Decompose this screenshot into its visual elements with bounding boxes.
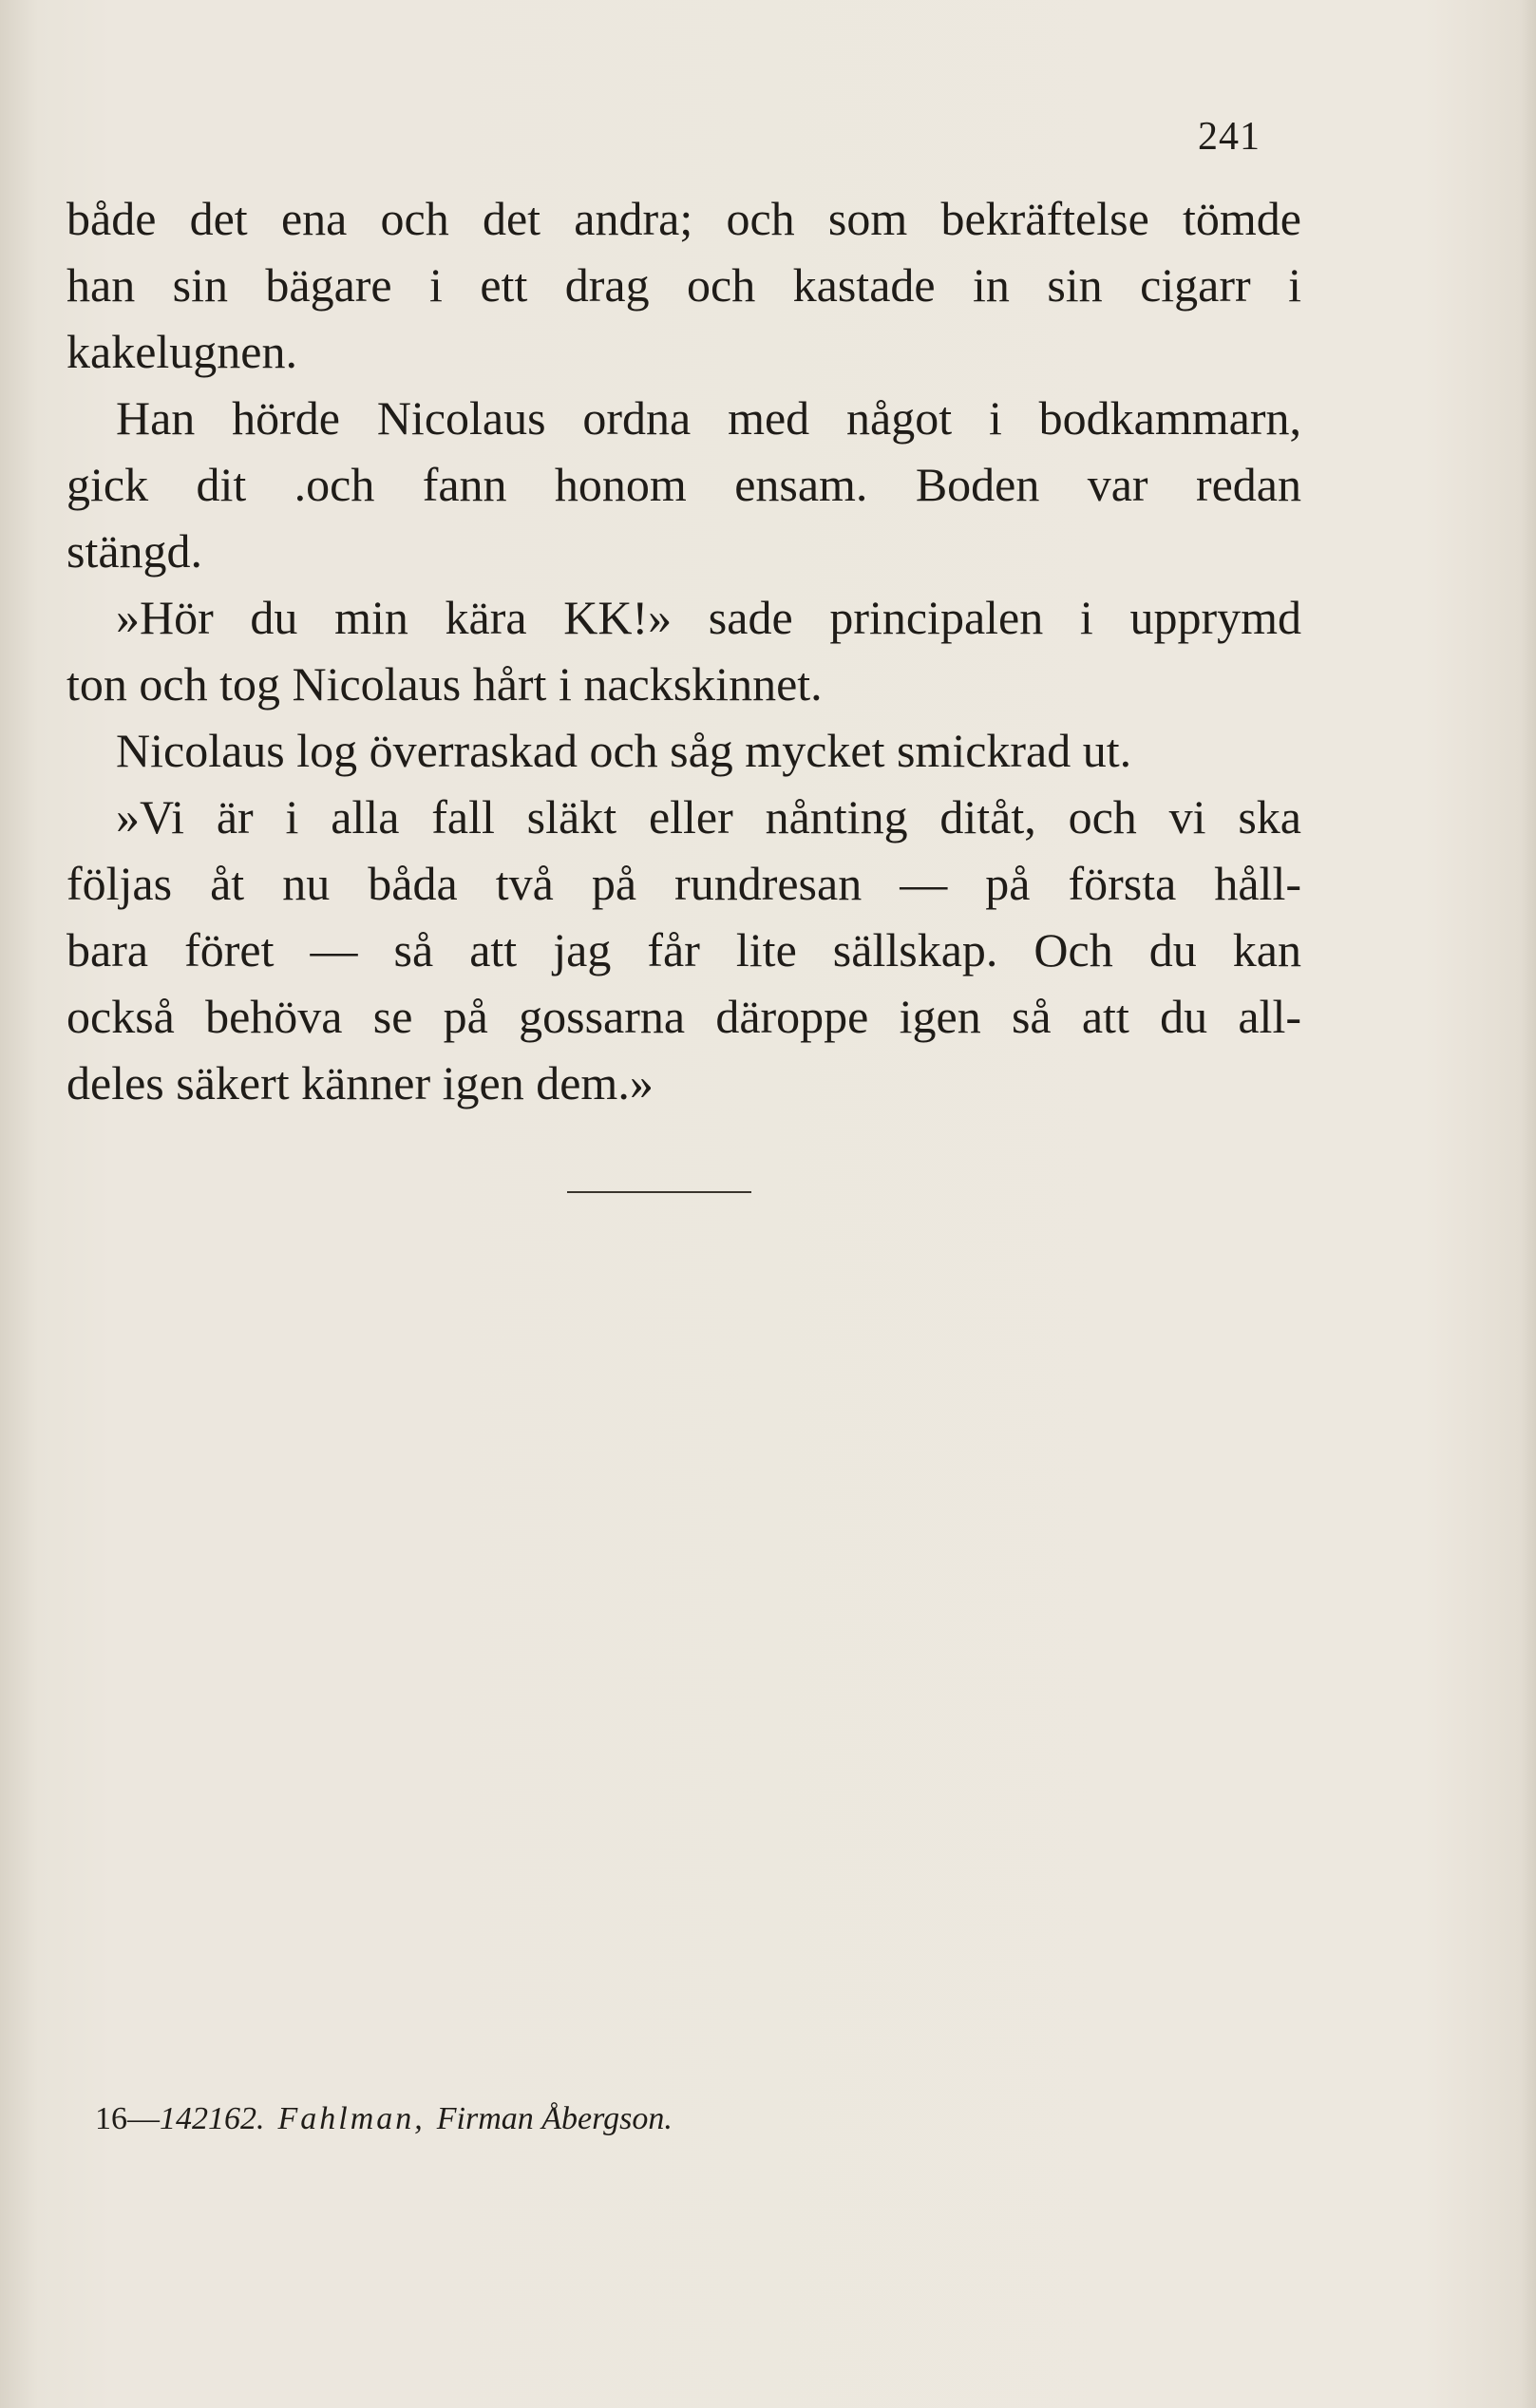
body-text: [66, 185, 1301, 1116]
printer-signature: [95, 2101, 673, 2137]
text-line: deles säkert känner igen dem.»: [66, 1056, 654, 1109]
text-line: Han hörde Nicolaus ordna med något i bodkammarn,: [116, 391, 1301, 445]
section-divider: [567, 1191, 751, 1193]
text-line: både det ena och det andra; och som bekräftelse tömde: [66, 192, 1301, 245]
page-number: 241: [1198, 115, 1261, 159]
text-line: Nicolaus log överraskad och såg mycket smickrad ut.: [116, 724, 1132, 777]
text-line: »Hör du min kära KK!» sade principalen i upprymd: [116, 591, 1301, 644]
text-line: gick dit .och fann honom ensam. Boden var redan: [66, 458, 1301, 511]
text-line: ton och tog Nicolaus hårt i nackskinnet.: [66, 657, 823, 711]
text-line: »Vi är i alla fall släkt eller nånting ditåt, och vi ska: [116, 790, 1301, 844]
text-line: stängd.: [66, 524, 203, 578]
signature-author: Fahlman,: [277, 2101, 426, 2136]
text-line: kakelugnen.: [66, 325, 297, 378]
signature-code: 142162.: [160, 2101, 265, 2136]
text-line: följas åt nu båda två på rundresan — på första håll-: [66, 857, 1301, 910]
signature-title: Firman Åbergson.: [436, 2101, 673, 2136]
text-line: också behöva se på gossarna däroppe igen så att du all-: [66, 990, 1301, 1043]
text-line: han sin bägare i ett drag och kastade in sin cigarr i: [66, 258, 1301, 312]
text-line: bara föret — så att jag får lite sällskap. Och du kan: [66, 923, 1301, 976]
signature-prefix: 16—: [95, 2101, 160, 2136]
